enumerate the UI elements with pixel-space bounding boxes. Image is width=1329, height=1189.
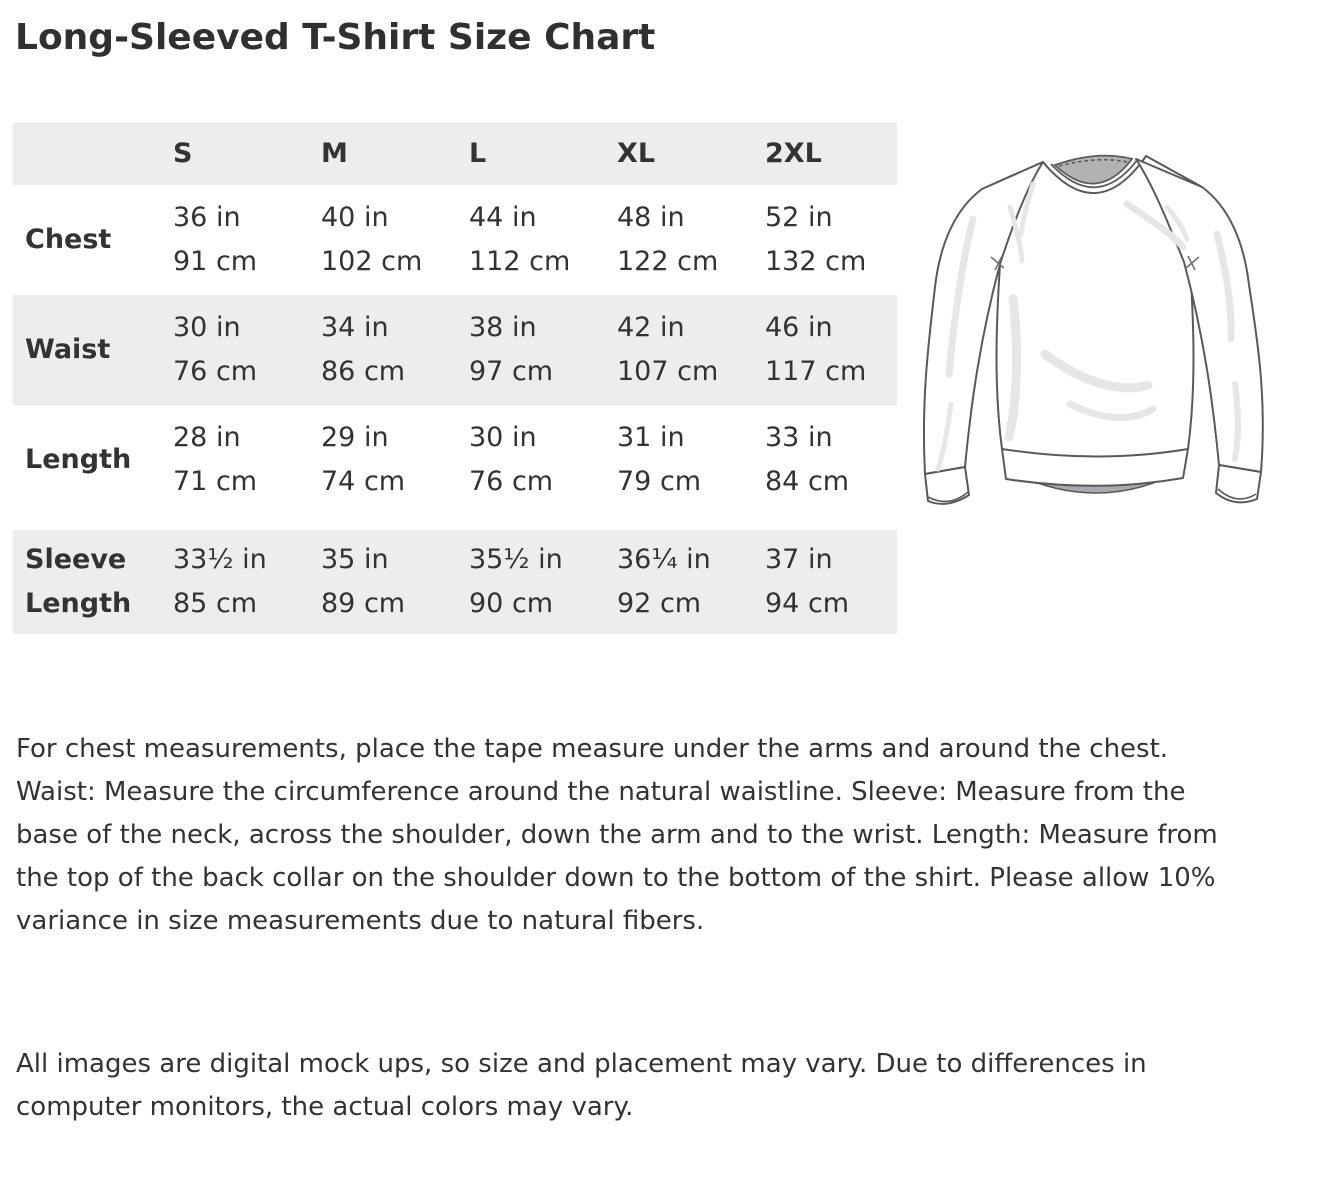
size-chart-header-row: [13, 123, 897, 185]
size-cell: 36 in 91 cm: [173, 202, 258, 277]
size-cell: 33 in 84 cm: [765, 422, 850, 497]
size-chart-table: [13, 123, 897, 634]
size-cell: 36¼ in 92 cm: [617, 544, 711, 619]
size-column-header-m: M: [321, 138, 348, 169]
size-cell: 40 in 102 cm: [321, 202, 423, 277]
size-cell: 35 in 89 cm: [321, 544, 406, 619]
table-row-waist: [13, 295, 897, 405]
size-cell: 28 in 71 cm: [173, 422, 258, 497]
row-label: Length: [25, 444, 132, 475]
row-label: Chest: [25, 224, 112, 255]
shirt-illustration: [905, 149, 1277, 521]
size-column-header-xl: XL: [617, 138, 656, 169]
size-cell: 37 in 94 cm: [765, 544, 850, 619]
size-cell: 29 in 74 cm: [321, 422, 406, 497]
size-cell: 44 in 112 cm: [469, 202, 571, 277]
disclaimer: All images are digital mock ups, so size and placement may vary. Due to differences in computer monitors, the actual colors may vary.: [16, 1049, 1147, 1122]
table-row-length: [13, 405, 897, 515]
size-column-header-l: L: [469, 138, 487, 169]
size-cell: 48 in 122 cm: [617, 202, 719, 277]
size-cell: 33½ in 85 cm: [173, 544, 267, 619]
size-cell: 38 in 97 cm: [469, 312, 554, 387]
table-row-sleeve-length: [13, 530, 897, 634]
chart-and-illustration: [13, 123, 1316, 634]
measuring-instructions: For chest measurements, place the tape measure under the arms and around the chest. Waist: Measure the circumference around the natural waistline. Sleeve: Measure from the base of the neck, across the shoulder, down the arm and to the wrist. Length: Measure from the top of the back collar on the shoulder down to the bottom of the shirt. Please allow 10% variance in size measurements due to natural fibers.: [16, 734, 1218, 936]
size-cell: 35½ in 90 cm: [469, 544, 563, 619]
long-sleeve-shirt-drawing: [905, 149, 1277, 517]
size-cell: 34 in 86 cm: [321, 312, 406, 387]
size-column-header-s: S: [173, 138, 193, 169]
size-cell: 52 in 132 cm: [765, 202, 867, 277]
size-cell: 42 in 107 cm: [617, 312, 719, 387]
size-cell: 30 in 76 cm: [173, 312, 258, 387]
size-cell: 46 in 117 cm: [765, 312, 867, 387]
size-cell: 30 in 76 cm: [469, 422, 554, 497]
row-label: Waist: [25, 334, 111, 365]
size-column-header-2xl: 2XL: [765, 138, 822, 169]
size-cell: 31 in 79 cm: [617, 422, 702, 497]
row-label: Sleeve Length: [25, 544, 132, 619]
table-row-chest: [13, 185, 897, 295]
page-title: Long-Sleeved T-Shirt Size Chart: [15, 17, 656, 58]
